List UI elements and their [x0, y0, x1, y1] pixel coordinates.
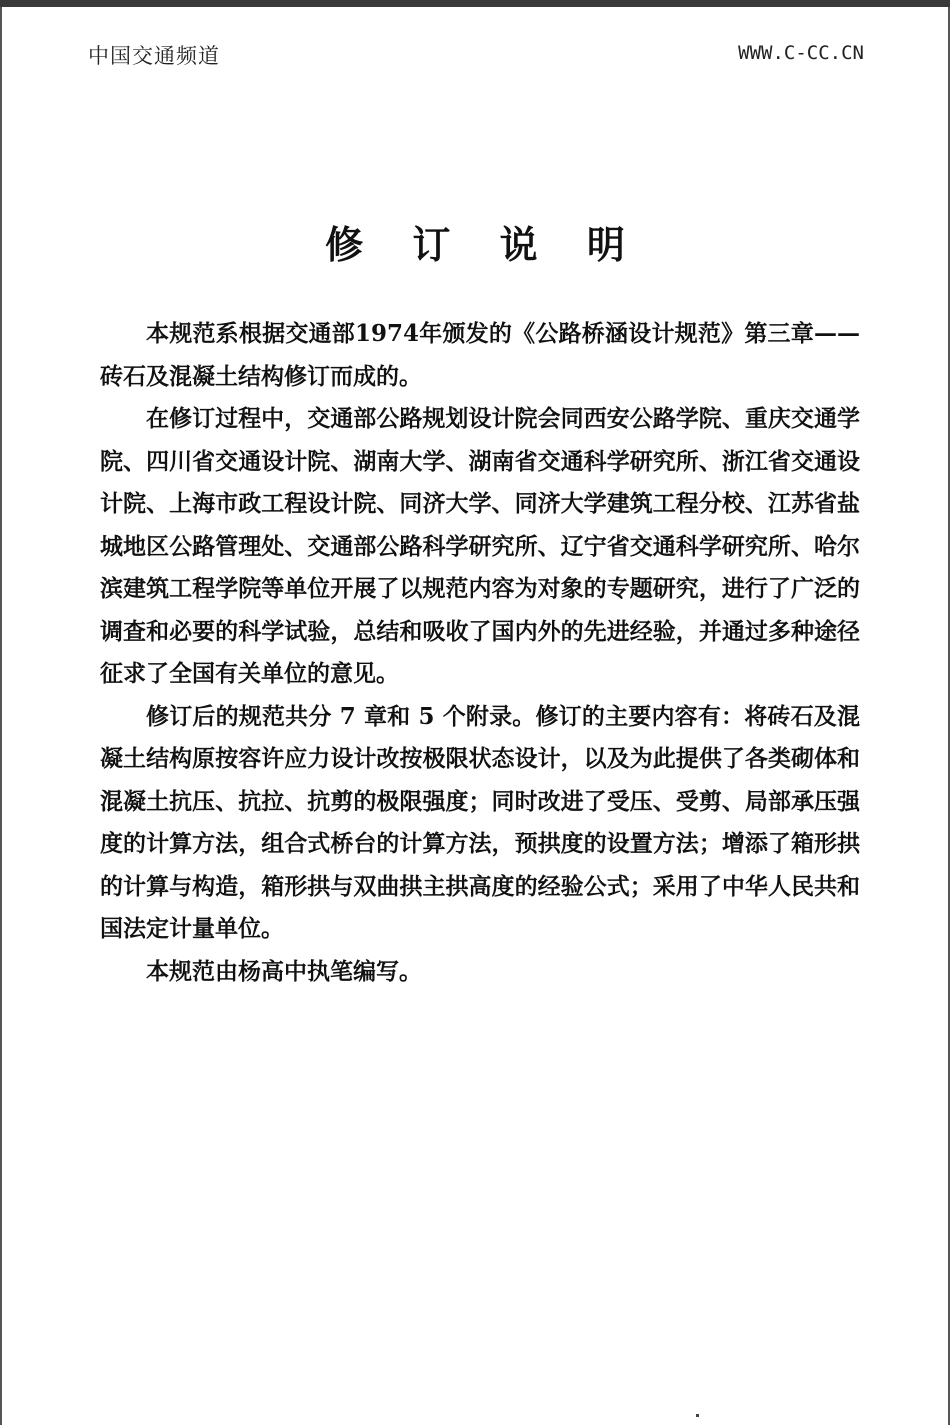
paragraph-process: 在修订过程中，交通部公路规划设计院会同西安公路学院、重庆交通学院、四川省交通设计院、湖南大学、湖南省交通科学研究所、浙江省交通设计院、上海市政工程设计院、同济大学、同济大学建筑工程分校、江苏省盐城地区公路管理处、交通部公路科学研究所、辽宁省交通科学研究所、哈尔滨建筑工程学院等单位开展了以规范内容为对象的专题研究，进行了广泛的调查和必要的科学试验，总结和吸收了国内外的先进经验，并通过多种途径征求了全国有关单位的意见。 — [100, 405, 860, 687]
scan-speck — [696, 1414, 699, 1417]
top-border — [0, 0, 950, 7]
page-title: 修 订 说 明 — [325, 222, 643, 267]
document-body — [100, 313, 860, 993]
paragraph-basis: 本规范系根据交通部1974年颁发的《公路桥涵设计规范》第三章——砖石及混凝土结构修订而成的。 — [100, 320, 860, 390]
site-url: WWW.C-CC.CN — [738, 42, 864, 64]
paragraph-contents: 修订后的规范共分 7 章和 5 个附录。修订的主要内容有：将砖石及混凝土结构原按容许应力设计改按极限状态设计，以及为此提供了各类砌体和混凝土抗压、抗拉、抗剪的极限强度；同时改进了受压、受剪、局部承压强度的计算方法，组合式桥台的计算方法，预拱度的设置方法；增添了箱形拱的计算与构造，箱形拱与双曲拱主拱高度的经验公式；采用了中华人民共和国法定计量单位。 — [100, 702, 860, 942]
site-name: 中国交通频道 — [88, 44, 220, 68]
paragraph-author: 本规范由杨高中执笔编写。 — [146, 957, 422, 985]
